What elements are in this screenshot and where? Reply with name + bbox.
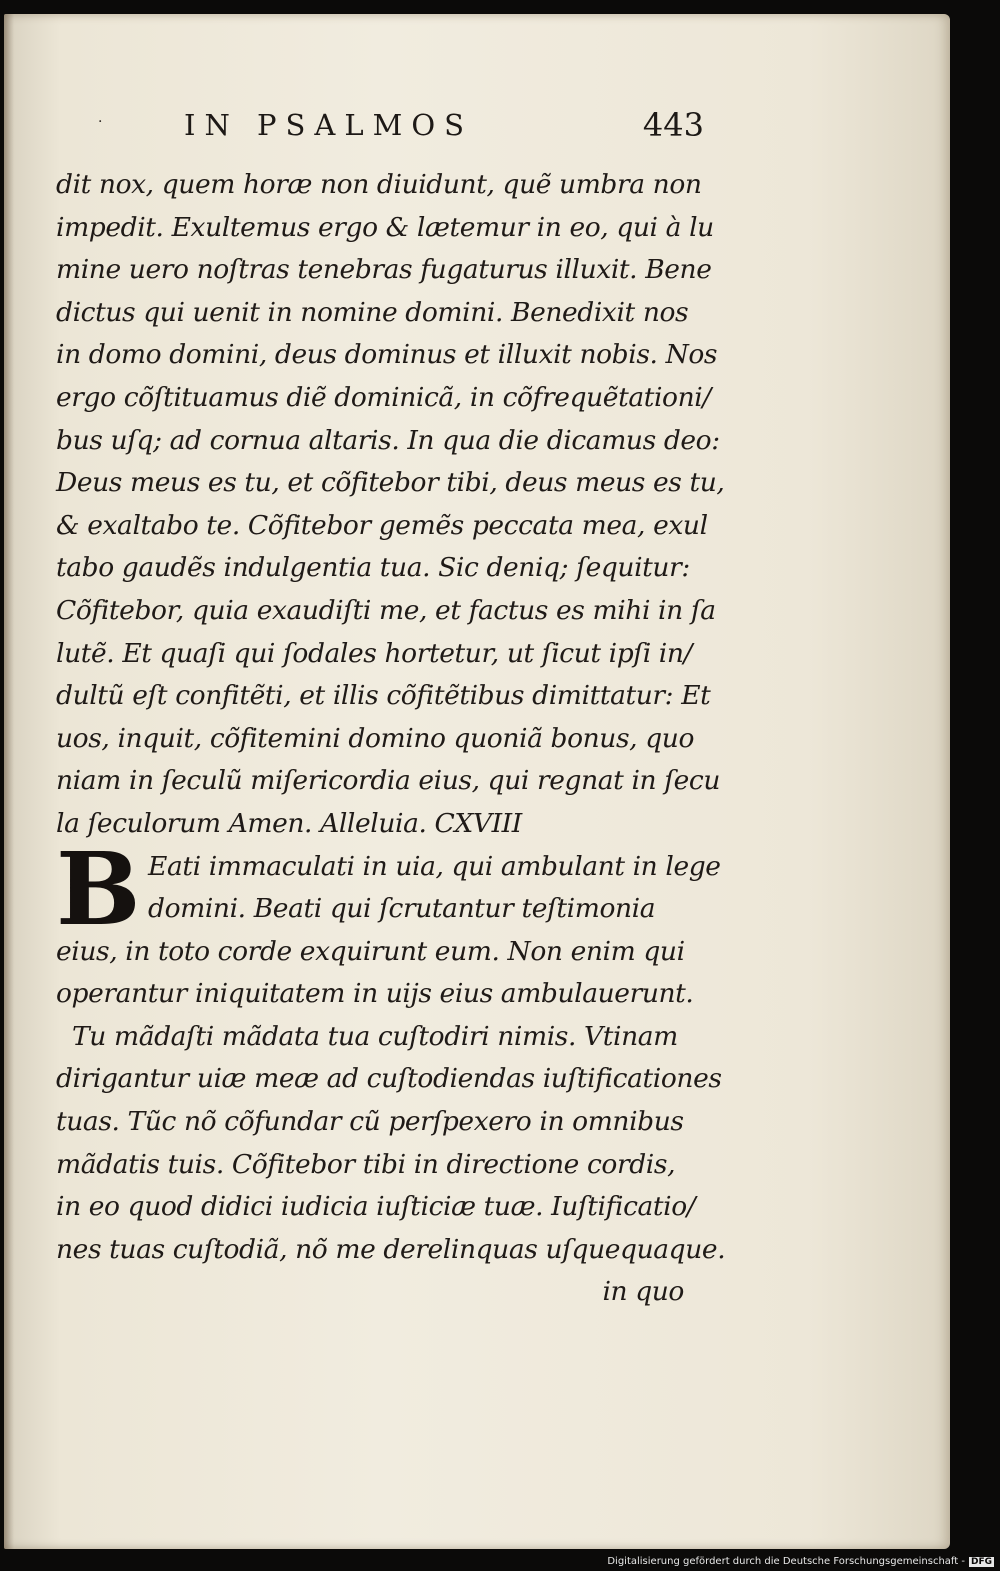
text-line: operantur iniquitatem in uijs eius ambulauerunt. <box>56 978 694 1010</box>
text-line: tuas. Tũc nõ cõfundar cũ perſpexero in omnibus <box>56 1106 684 1138</box>
psalm-118-opening <box>56 829 721 948</box>
digitization-credit <box>607 1556 994 1567</box>
text-line: ergo cõſtituamus diẽ dominicã, in cõfrequẽtationi/ <box>56 381 711 413</box>
text-line: in domo domini, deus dominus et illuxit nobis. Nos <box>56 339 718 371</box>
text-line: Deus meus es tu, et cõfitebor tibi, deus meus es tu, <box>56 467 725 499</box>
text-line: dirigantur uiæ meæ ad cuſtodiendas iuſtificationes <box>56 1063 722 1095</box>
text-line: nes tuas cuſtodiã, nõ me derelinquas uſquequaque. <box>56 1233 726 1265</box>
text-line: dit nox, quem horæ non diuidunt, quẽ umbra non <box>56 169 702 200</box>
header-mark: · <box>98 114 103 130</box>
text-line: in eo quod didici iudicia iuſticiæ tuæ. Iuſtificatio/ <box>56 1191 696 1223</box>
running-header <box>64 106 704 152</box>
text-line: domini. Beati qui ſcrutantur teſtimonia <box>148 893 656 925</box>
text-line: la ſeculorum Amen. Alleluia. CXVIII <box>56 807 522 839</box>
decorated-initial: B <box>56 829 141 948</box>
page-number: 443 <box>642 106 704 144</box>
dfg-logo: DFG <box>970 1557 992 1567</box>
text-line: impedit. Exultemus ergo & lætemur in eo, qui à lu <box>56 211 714 243</box>
book-page <box>4 14 950 1549</box>
text-line: mãdatis tuis. Cõfitebor tibi in directione cordis, <box>56 1148 676 1180</box>
text-line: & exaltabo te. Cõfitebor gemẽs peccata mea, exul <box>56 509 708 541</box>
catchword: in quo <box>602 1276 684 1308</box>
credit-text: Digitalisierung gefördert durch die Deutsche Forschungsgemeinschaft - <box>607 1556 965 1567</box>
text-line: eius, in toto corde exquirunt eum. Non enim qui <box>56 935 685 967</box>
text-line: dictus qui uenit in nomine domini. Benedixit nos <box>56 296 689 328</box>
text-line: mine uero noſtras tenebras fugaturus illuxit. Bene <box>56 254 712 286</box>
psalm-text-block <box>56 164 726 1314</box>
text-line: niam in ſeculũ miſericordia eius, qui regnat in ſecu <box>56 765 721 797</box>
text-line: lutẽ. Et quaſi qui ſodales hortetur, ut ſicut ipſi in/ <box>56 637 693 669</box>
running-title: IN PSALMOS <box>184 108 473 142</box>
text-line: bus uſq; ad cornua altaris. In qua die dicamus deo: <box>56 424 720 456</box>
text-line: Eati immaculati in uia, qui ambulant in lege <box>148 850 721 882</box>
text-line: uos, inquit, cõfitemini domino quoniã bonus, quo <box>56 722 694 754</box>
page-gutter-shadow <box>4 14 14 1549</box>
text-line: tabo gaudẽs indulgentia tua. Sic deniq; ſequitur: <box>56 552 690 584</box>
text-line: dultũ eſt confitẽti, et illis cõfitẽtibus dimittatur: Et <box>56 680 711 712</box>
text-line: Cõfitebor, quia exaudiſti me, et factus es mihi in ſa <box>56 594 716 626</box>
text-line: Tu mãdaſti mãdata tua cuſtodiri nimis. Vtinam <box>72 1020 678 1052</box>
